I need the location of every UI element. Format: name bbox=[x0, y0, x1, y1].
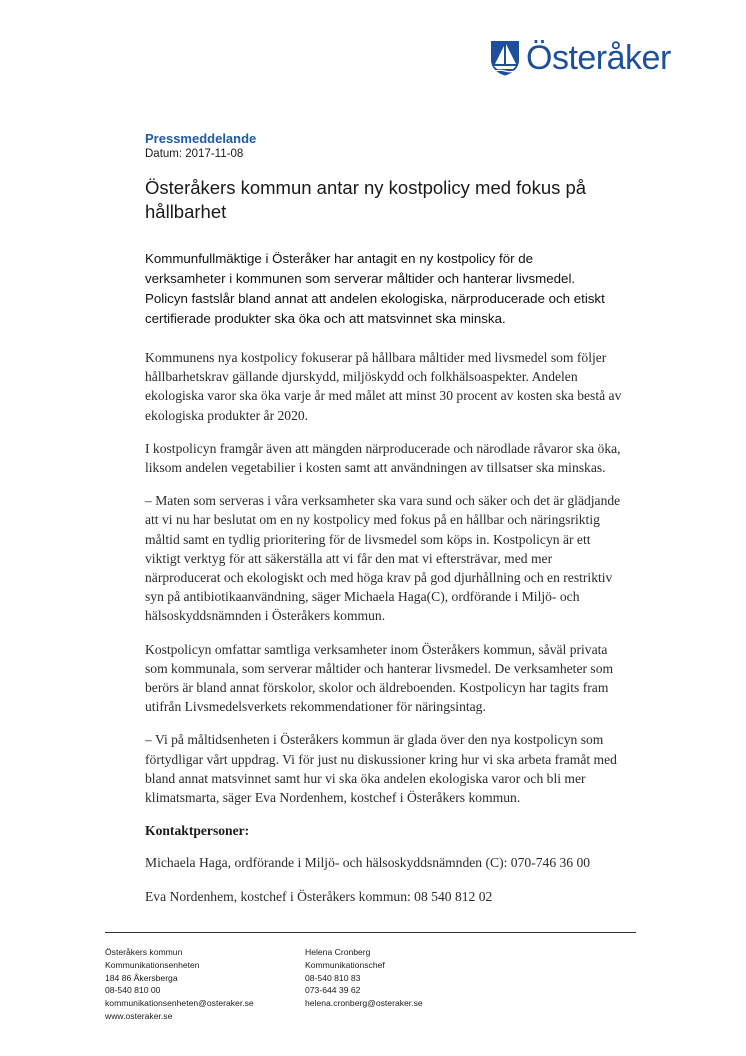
press-date: Datum: 2017-11-08 bbox=[145, 148, 244, 160]
footer-person-email[interactable]: helena.cronberg@osteraker.se bbox=[305, 998, 423, 1009]
logo-wordmark: Österåker bbox=[526, 39, 671, 77]
body-paragraph: Kommunens nya kostpolicy fokuserar på hållbara måltider med livsmedel som följer hållbarhetskrav gällande djurskydd, miljöskydd och folkhälsoaspekter. Andelen ekologiska varor ska öka varje år med målet att minst 30 procent av kosten ska bestå av ekologiska produkter år 2020. bbox=[145, 350, 622, 423]
footer-org-web[interactable]: www.osteraker.se bbox=[105, 1010, 173, 1021]
contacts-heading: Kontaktpersoner: bbox=[145, 823, 250, 839]
body-paragraph: I kostpolicyn framgår även att mängden närproducerade och närodlade råvaror ska öka, liksom andelen vegetabilier i kosten samt att användningen av tillsatser ska minskas. bbox=[145, 440, 621, 476]
sailboat-shield-icon bbox=[490, 40, 520, 76]
footer-org-name: Österåkers kommun bbox=[105, 947, 183, 957]
footer-person-title: Kommunikationschef bbox=[305, 959, 385, 970]
body-paragraph: Kostpolicyn omfattar samtliga verksamheter inom Österåkers kommun, såväl privata som kommunala, som serverar måltider och hanterar livsmedel. De verksamheter som berörs är bland annat förskolor, skolor och äldreboenden. Kostpolicyn har tagits fram utifrån Livsmedelsverkets rekommendationer för näringsintag. bbox=[145, 641, 614, 715]
footer-person-phone: 08-540 810 83 bbox=[305, 972, 361, 983]
body-paragraph: – Vi på måltidsenheten i Österåkers kommun är glada över den nya kostpolicyn som förtydligar vårt uppdrag. Vi för just nu diskussioner kring hur vi ska arbeta framåt med bland annat matsvinnet samt hur vi ska öka andelen ekologiska varor och bli mer klimatsmarta, säger Eva Nordenhem, kostchef i Österåkers kommun. bbox=[145, 732, 617, 806]
footer-person-mobile: 073-644 39 62 bbox=[305, 985, 361, 996]
footer-org-address: 184 86 Åkersberga bbox=[105, 972, 178, 983]
lead-paragraph: Kommunfullmäktige i Österåker har antagit en ny kostpolicy för de verksamheter i kommunen som serverar måltider och hanterar livsmedel. Policyn fastslår bland annat att andelen ekologiska, närproducerade och etiskt certifierade produkter ska öka och att matsvinnet ska minska. bbox=[145, 251, 605, 326]
footer-org-block bbox=[105, 946, 254, 1023]
footer-org-phone: 08-540 810 00 bbox=[105, 985, 161, 996]
article-body bbox=[145, 348, 625, 920]
footer-person-name: Helena Cronberg bbox=[305, 947, 371, 957]
osteraker-logo bbox=[490, 40, 671, 76]
body-paragraph: – Maten som serveras i våra verksamheter ska vara sund och säker och det är glädjande att vi nu har beslutat om en ny kostpolicy med fokus på en hållbar och näringsriktig måltid samt en tydlig prioritering för de livsmedel som köps in. Kostpolicyn är ett viktigt verktyg för att säkerställa att vi får den mat vi eftersträvar, med mer närproducerat och ekologiskt och med höga krav på god djurhållning och en restriktiv syn på antibiotikaanvändning, säger Michaela Haga(C), ordförande i Miljö- och hälsoskyddsnämnden i Österåkers kommun. bbox=[145, 493, 621, 624]
footer-contact-block bbox=[305, 946, 423, 1010]
footer-org-unit: Kommunikationsenheten bbox=[105, 959, 200, 970]
contact-person: Eva Nordenhem, kostchef i Österåkers kommun: 08 540 812 02 bbox=[145, 888, 493, 904]
contact-person: Michaela Haga, ordförande i Miljö- och hälsoskyddsnämnden (C): 070-746 36 00 bbox=[145, 855, 591, 871]
page-title: Österåkers kommun antar ny kostpolicy med fokus på hållbarhet bbox=[145, 177, 587, 222]
footer-divider bbox=[105, 932, 636, 933]
footer-org-email[interactable]: kommunikationsenheten@osteraker.se bbox=[105, 998, 254, 1009]
press-release-label: Pressmeddelande bbox=[145, 131, 257, 146]
